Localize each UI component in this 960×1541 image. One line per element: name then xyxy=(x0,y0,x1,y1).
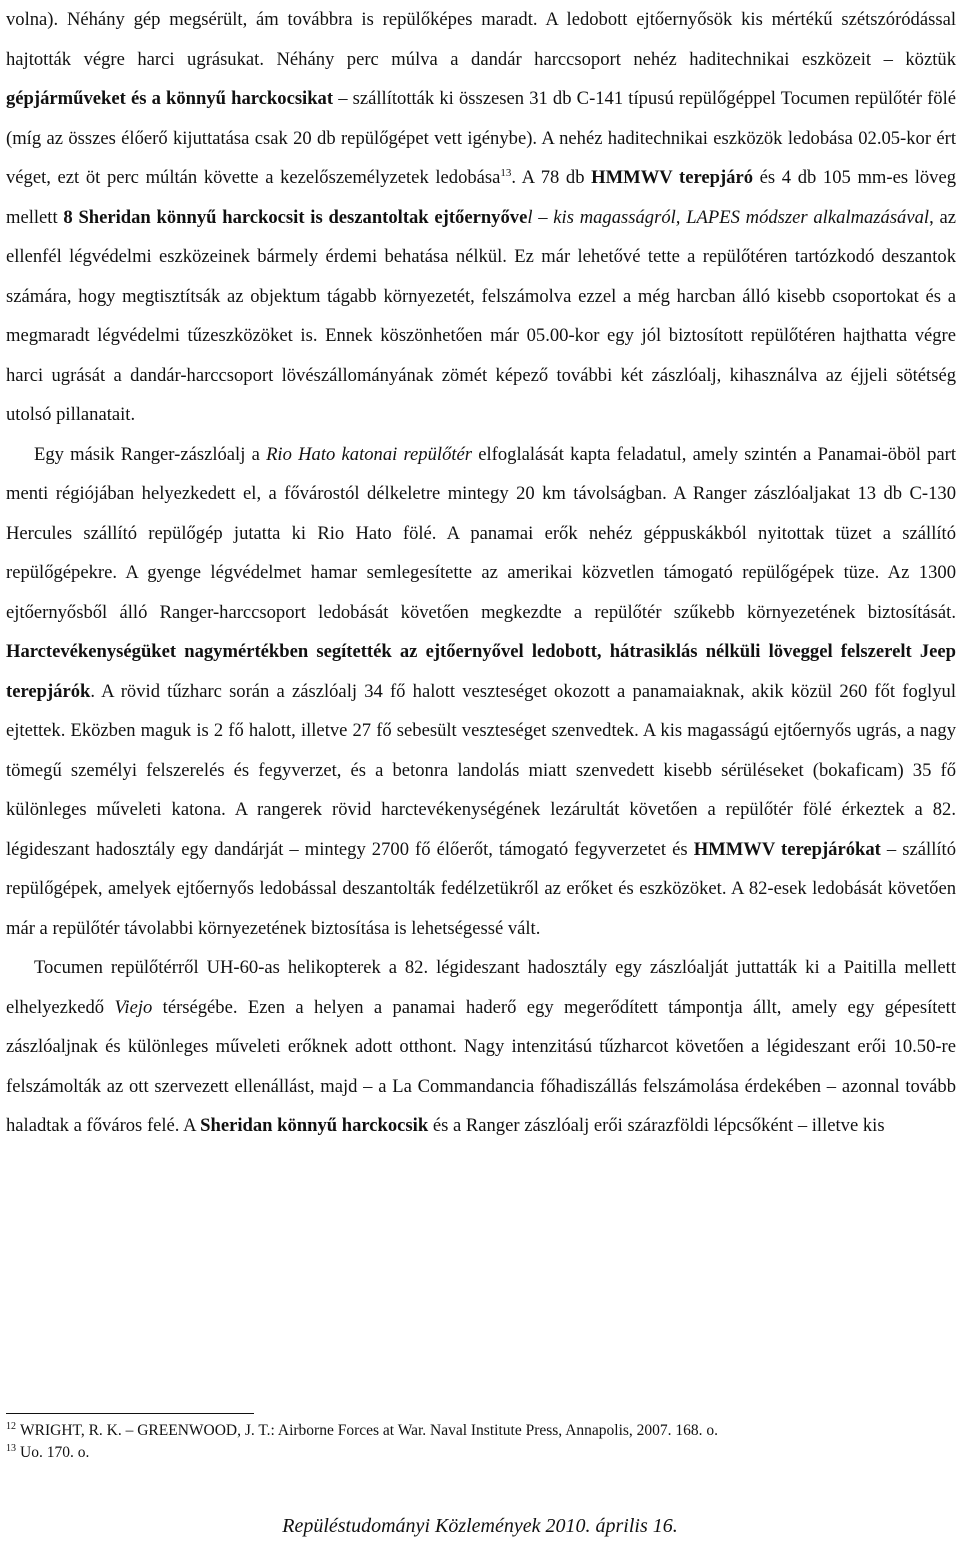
text-run: és a Ranger zászlóalj erői szárazföldi lépcsőként – illetve kis xyxy=(428,1115,885,1136)
footnote-number: 12 xyxy=(6,1420,16,1432)
text-run: térségébe. Ezen a helyen a panamai haderő egy megerődített támpontja állt, amely egy gépesített zászlóaljnak és különleges műveleti erőknek adott otthont. Nagy intenzitású tűzharcot követően a légideszant erői 10.50-re felszámolták az ott szervezett ellenállást, majd – a La Commandancia főhadiszállás felszámolása érdekében – azonnal tovább haladtak a főváros felé. A xyxy=(6,996,956,1136)
footnotes xyxy=(6,1413,956,1464)
bold-text: HMMWV terepjáró xyxy=(591,167,754,188)
bold-text: HMMWV terepjárókat xyxy=(693,838,881,860)
body-paragraph xyxy=(6,948,956,1146)
bold-text: Sheridan könnyű harckocsik xyxy=(200,1115,429,1136)
body-paragraph xyxy=(6,0,956,435)
footnote-number: 13 xyxy=(6,1442,16,1454)
text-run: , az ellenfél légvédelmi eszközeinek bármely érdemi behatása nélkül. Ez már lehetővé tette a repülőtéren tartózkodó deszantok számára, hogy megtisztítsák az objektum tágabb környezetét, felszámolva ezzel a még harcban álló kisebb csoportokat és a megmaradt légvédelmi tűzeszközöket is. Ennek köszönhetően már 05.00-kor egy jól biztosított repülőtéren hajthatta végre harci ugrását a dandár-harccsoport lövészállományának zömét képező további két zászlóalj, kihasználva az éjjeli sötétség utolsó pillanatait. xyxy=(6,206,956,425)
italic-text: l – kis magasságról, LAPES módszer alkalmazásával xyxy=(527,206,930,228)
text-run: . A 78 db xyxy=(511,167,592,188)
bold-text: gépjárműveket és a könnyű harckocsikat xyxy=(6,88,334,109)
text-run: . A rövid tűzharc során a zászlóalj 34 fő halott veszteséget okozott a panamaiaknak, akik közül 260 főt foglyul ejtettek. Eközben maguk is 2 fő halott, illetve 27 fő sebesült veszteséget szenvedtek. A kis magasságú ejtőernyős ugrás, a nagy tömegű személyi felszerelés és fegyverzet, és a betonra landolás miatt szenvedett kisebb sérüléseket (bokaficam) 35 fő különleges műveleti katona. A rangerek rövid harctevékenységének lezárultát követően a repülőtér fölé érkeztek a 82. légideszant hadosztály egy dandárját – mintegy 2700 fő élőerőt, támogató fegyverzetet és xyxy=(6,680,956,860)
text-run: – szállították ki összesen 31 db C-141 típusú repülőgéppel Tocumen repülőtér fölé (míg az összes élőerő kijuttatása csak 20 db repülőgépet vett igénybe). A nehéz haditechnikai eszközök ledobása 02.05-kor ért véget, ezt öt perc múltán követte a kezelőszemélyzetek ledobása xyxy=(6,88,956,188)
bold-text: Harctevékenységüket nagymértékben segítették az ejtőernyővel ledobott, hátrasiklás nélküli löveggel felszerelt Jeep terepjárók xyxy=(6,641,956,702)
text-run: elfoglalását kapta feladatul, amely szintén a Panamai-öböl part menti régiójában helyezkedett el, a fővárostól délkeletre mintegy 20 km távolságban. A Ranger zászlóaljakat 13 db C-130 Hercules szállító repülőgép jutatta ki Rio Hato fölé. A panamai erők nehéz géppuskákból nyitottak tüzet a szállító repülőgépekre. A gyenge légvédelmet hamar semlegesítette az amerikai közvetlen támogató repülőgépek tüze. Az 1300 ejtőernyősből álló Ranger-harccsoport ledobását követően megkezdte a repülőtér szűkebb környezetének biztosítását. xyxy=(6,443,956,623)
page-body xyxy=(6,0,956,1146)
footnote-reference: 13 xyxy=(500,166,512,179)
text-run: és 4 db 105 mm-es löveg mellett xyxy=(6,167,956,228)
bold-text: 8 Sheridan könnyű harckocsit is deszantoltak ejtőernyőve xyxy=(63,206,528,228)
page-footer: Repüléstudományi Közlemények 2010. április 16. xyxy=(282,1515,678,1537)
text-run: – szállító repülőgépek, amelyek ejtőernyős ledobással deszantolták fedélzetükről az erőket és eszközöket. A 82-esek ledobását követően már a repülőtér távolabbi környezetének biztosítása is lehetségessé vált. xyxy=(6,838,956,939)
italic-text: Viejo xyxy=(114,996,153,1018)
text-run: volna). Néhány gép megsérült, ám továbbra is repülőképes maradt. A ledobott ejtőernyősök kis mértékű szétszóródással hajtották végre harci ugrásukat. Néhány perc múlva a dandár harccsoport nehéz haditechnikai eszközeit – köztük xyxy=(6,9,956,70)
text-run: Tocumen repülőtérről UH-60-as helikopterek a 82. légideszant hadosztály egy zászlóalját juttatták ki a Paitilla mellett elhelyezkedő xyxy=(6,957,956,1018)
footnote-13 xyxy=(6,1442,956,1464)
body-paragraph xyxy=(6,435,956,949)
text-run: Egy másik Ranger-zászlóalj a xyxy=(34,443,267,465)
footnote-text: WRIGHT, R. K. – GREENWOOD, J. T.: Airborne Forces at War. Naval Institute Press, Annapolis, 2007. 168. o. xyxy=(20,1422,719,1439)
footnote-12 xyxy=(6,1420,956,1442)
footnote-separator xyxy=(6,1413,254,1414)
footnote-text: Uo. 170. o. xyxy=(20,1444,90,1461)
italic-text: Rio Hato katonai repülőtér xyxy=(266,443,473,465)
